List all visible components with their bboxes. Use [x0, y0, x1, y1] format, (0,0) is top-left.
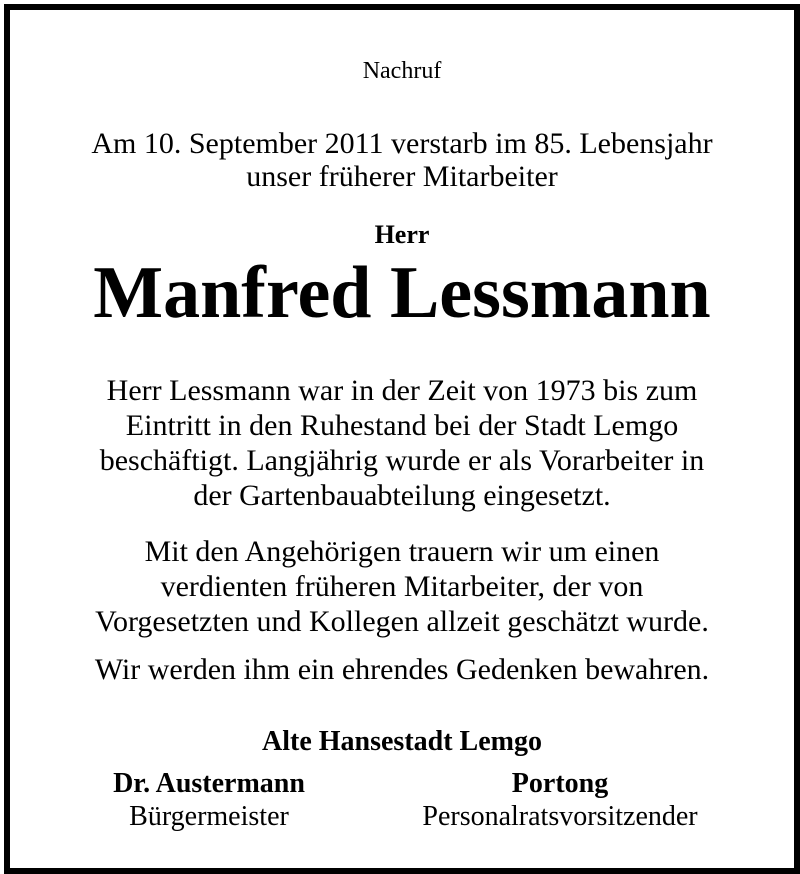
signer-name: Dr. Austermann: [113, 768, 305, 799]
bio-line: beschäftigt. Langjährig wurde er als Vorarbeiter in: [99, 444, 705, 477]
intro-line: Am 10. September 2011 verstarb im 85. Lebensjahr: [91, 127, 713, 160]
signer-mayor: [68, 767, 350, 833]
salutation: Herr: [374, 220, 430, 249]
bio-line: Eintritt in den Ruhestand bei der Stadt Lemgo: [125, 409, 679, 442]
condolence-line: Mit den Angehörigen trauern wir um einen: [144, 535, 660, 568]
condolence-line: Vorgesetzten und Kollegen allzeit geschätzt wurde.: [95, 605, 709, 638]
intro-text: [10, 127, 794, 193]
signer-name: Portong: [511, 768, 609, 799]
bio-paragraph: [10, 373, 794, 513]
organization-name: Alte Hansestadt Lemgo: [262, 726, 542, 757]
intro-line: unser früherer Mitarbeiter: [246, 160, 558, 193]
notice-heading: Nachruf: [362, 58, 442, 84]
signer-title: Personalratsvorsitzender: [422, 801, 698, 832]
bio-line: Herr Lessmann war in der Zeit von 1973 bis zum: [106, 374, 698, 407]
remembrance-line: Wir werden ihm ein ehrendes Gedenken bewahren.: [94, 653, 710, 686]
bio-line: der Gartenbauabteilung eingesetzt.: [193, 479, 611, 512]
deceased-name: Manfred Lessmann: [93, 252, 711, 334]
condolence-line: verdienten früheren Mitarbeiter, der von: [160, 570, 644, 603]
obituary-border: [4, 4, 800, 874]
signer-title: Bürgermeister: [129, 801, 289, 832]
signer-council-chair: [370, 767, 750, 833]
condolence-paragraph: [10, 534, 794, 639]
